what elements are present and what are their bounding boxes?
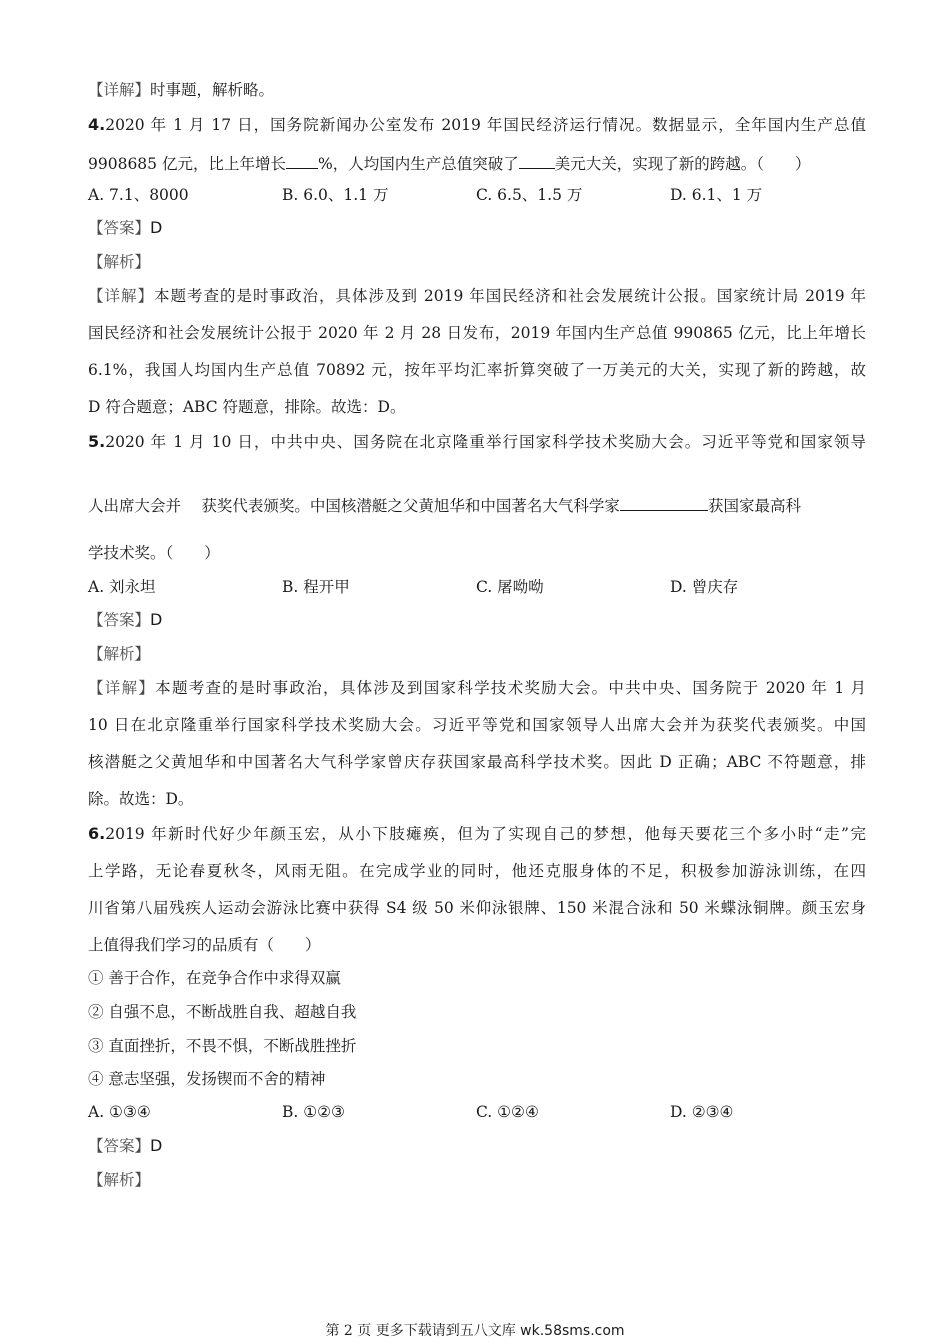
answer-tag: 【答案】 xyxy=(88,1137,151,1155)
q5-blank xyxy=(620,494,708,511)
q5-option-a[interactable]: A. 刘永坦 xyxy=(88,578,156,596)
detail-tag: 【详解】 xyxy=(88,287,154,305)
q5-option-b[interactable]: B. 程开甲 xyxy=(282,578,350,596)
q6-number: 6. xyxy=(88,824,106,843)
q5-detail-line-4: 除。故选：D。 xyxy=(88,790,194,808)
q6-stem-line-1 xyxy=(88,824,866,844)
q5-option-d[interactable]: D. 曾庆存 xyxy=(670,578,739,596)
analysis-tag: 【解析】 xyxy=(88,253,151,271)
q6-item-1: ① 善于合作，在竞争合作中求得双赢 xyxy=(88,969,341,987)
q4-answer xyxy=(88,218,866,238)
q6-option-b[interactable]: B. ①②③ xyxy=(282,1103,345,1121)
analysis-tag: 【解析】 xyxy=(88,1171,151,1189)
answer-tag: 【答案】 xyxy=(88,611,151,629)
q5-stem-text-2b: 获国家最高科 xyxy=(707,497,801,515)
q5-analysis xyxy=(88,644,866,664)
q6-stem-line-2: 上学路，无论春夏秋冬，风雨无阻。在完成学业的同时，他还克服身体的不足，积极参加游泳训练，在四 xyxy=(88,862,866,880)
detail-tag: 【详解】 xyxy=(88,679,156,697)
q4-detail-line-1 xyxy=(88,286,866,306)
q5-stem-line-1 xyxy=(88,432,866,452)
q5-stem-line-2 xyxy=(88,494,866,516)
q5-detail-line-1 xyxy=(88,678,866,698)
answer-value: D xyxy=(150,610,163,629)
q4-option-d[interactable]: D. 6.1、1 万 xyxy=(670,186,763,204)
answer-value: D xyxy=(150,218,163,237)
q4-number: 4. xyxy=(88,115,106,134)
q6-stem-text-1: 2019 年新时代好少年颜玉宏，从小下肢瘫痪，但为了实现自己的梦想，他每天要花三个多小时“走”完 xyxy=(105,825,866,843)
q5-option-c[interactable]: C. 屠呦呦 xyxy=(476,578,544,596)
q5-detail-text-1: 本题考查的是时事政治，具体涉及到国家科学技术奖励大会。中共中央、国务院于 2020 年 1 月 xyxy=(155,679,866,697)
q4-detail-line-2: 国民经济和社会发展统计公报于 2020 年 2 月 28 日发布，2019 年国内生产总值 990865 亿元，比上年增长 xyxy=(88,324,866,342)
q6-answer xyxy=(88,1136,866,1156)
q5-detail-line-3: 核潜艇之父黄旭华和中国著名大气科学家曾庆存获国家最高科学技术奖。因此 D 正确；ABC 不符题意，排 xyxy=(88,753,866,771)
q4-analysis xyxy=(88,252,866,272)
q6-option-a[interactable]: A. ①③④ xyxy=(88,1103,151,1121)
page-number: 第 2 页 xyxy=(325,1323,372,1339)
detail-tag: 【详解】 xyxy=(88,81,151,99)
q4-stem-text-2b: %，人均国内生产总值突破了 xyxy=(317,155,519,173)
footer-link[interactable]: 更多下载请到五八文库 wk.58sms.com xyxy=(375,1323,625,1339)
q5-number: 5. xyxy=(88,432,106,451)
answer-value: D xyxy=(150,1136,163,1155)
q5-answer xyxy=(88,610,866,630)
q4-option-c[interactable]: C. 6.5、1.5 万 xyxy=(476,186,583,204)
prev-detail xyxy=(88,80,866,100)
q4-blank-1 xyxy=(286,152,318,169)
answer-tag: 【答案】 xyxy=(88,219,151,237)
detail-text: 时事题，解析略。 xyxy=(150,81,275,99)
q4-option-a[interactable]: A. 7.1、8000 xyxy=(88,186,189,204)
q4-blank-2 xyxy=(519,152,555,169)
q6-analysis xyxy=(88,1170,866,1190)
q4-detail-line-4: D 符合题意；ABC 符题意，排除。故选：D。 xyxy=(88,398,406,416)
page-footer xyxy=(0,1322,950,1340)
analysis-tag: 【解析】 xyxy=(88,645,151,663)
q5-stem-text-1: 2020 年 1 月 10 日，中共中央、国务院在北京隆重举行国家科学技术奖励大会。习近平等党和国家领导 xyxy=(105,433,866,451)
q6-stem-line-3: 川省第八届残疾人运动会游泳比赛中获得 S4 级 50 米仰泳银牌、150 米混合泳和 50 米蝶泳铜牌。颜玉宏身 xyxy=(88,899,866,917)
q5-stem-line-3: 学技术奖。（ ） xyxy=(88,544,220,562)
q4-stem-text-1: 2020 年 1 月 17 日，国务院新闻办公室发布 2019 年国民经济运行情况。数据显示，全年国内生产总值 xyxy=(105,116,866,134)
q4-stem-text-2c: 美元大关，实现了新的跨越。（ ） xyxy=(554,155,811,173)
q5-detail-line-2: 10 日在北京隆重举行国家科学技术奖励大会。习近平等党和国家领导人出席大会并为获奖代表颁奖。中国 xyxy=(88,716,866,734)
q4-stem-line-1 xyxy=(88,115,866,135)
q4-detail-line-3: 6.1%，我国人均国内生产总值 70892 元，按年平均汇率折算突破了一万美元的大关，实现了新的跨越，故 xyxy=(88,361,866,379)
q6-option-d[interactable]: D. ②③④ xyxy=(670,1103,734,1121)
q6-stem-line-4: 上值得我们学习的品质有（ ） xyxy=(88,936,321,954)
q4-stem-text-2a: 9908685 亿元，比上年增长 xyxy=(88,155,286,173)
q6-item-2: ② 自强不息，不断战胜自我、超越自我 xyxy=(88,1003,357,1021)
q4-stem-line-2 xyxy=(88,152,866,174)
q4-detail-text-1: 本题考查的是时事政治，具体涉及到 2019 年国民经济和社会发展统计公报。国家统计局 2019 年 xyxy=(154,287,866,305)
q4-option-b[interactable]: B. 6.0、1.1 万 xyxy=(282,186,389,204)
q6-option-c[interactable]: C. ①②④ xyxy=(476,1103,539,1121)
q5-stem-text-2a: 人出席大会并 获奖代表颁奖。中国核潜艇之父黄旭华和中国著名大气科学家 xyxy=(88,497,620,515)
q6-item-3: ③ 直面挫折，不畏不惧，不断战胜挫折 xyxy=(88,1037,357,1055)
q6-item-4: ④ 意志坚强，发扬锲而不舍的精神 xyxy=(88,1070,326,1088)
